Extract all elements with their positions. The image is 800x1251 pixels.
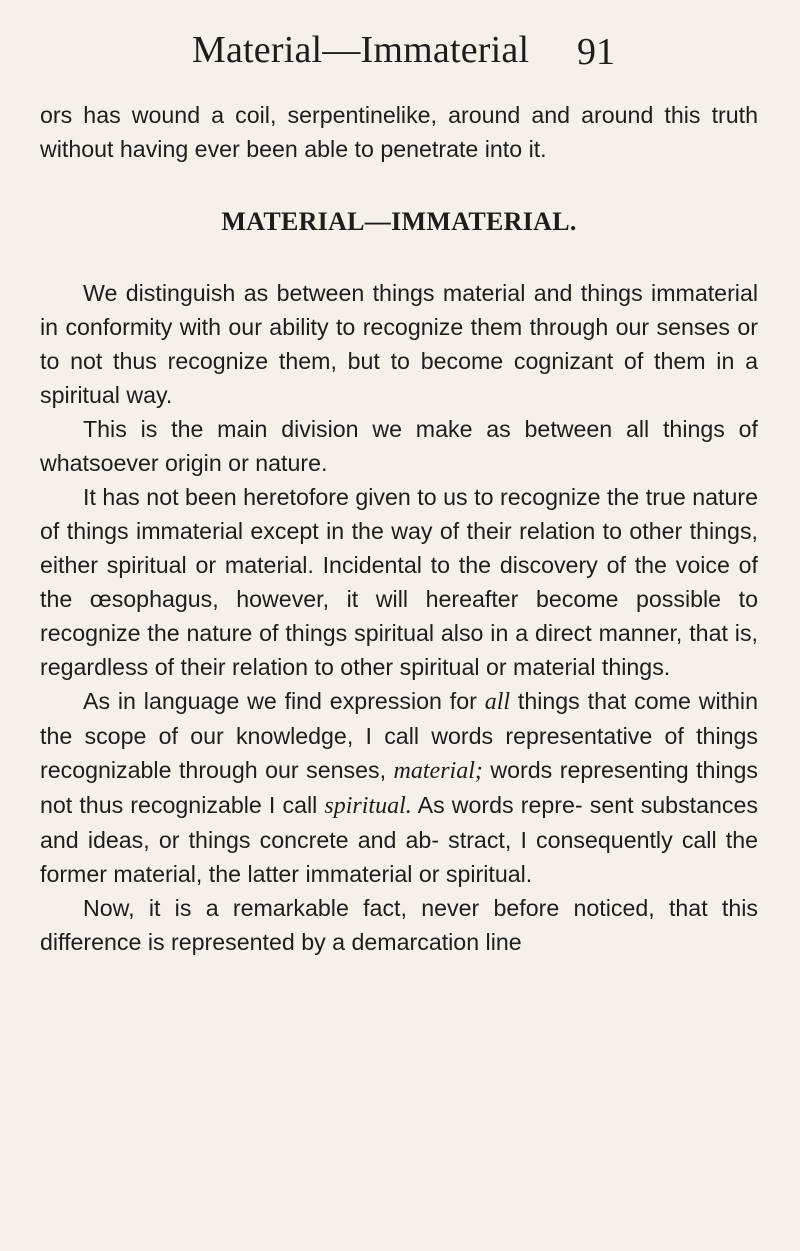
paragraph-4-text-2: things that come within the scope of our knowledge, I call words representative of things recognizable through our senses, (40, 688, 758, 783)
paragraph-4-text-1: As in language we find expression for (83, 688, 485, 714)
paragraph-4-text-3: words representing things not thus recognizable I call (40, 757, 758, 818)
continuation-paragraph: ors has wound a coil, serpentinelike, around and around this truth without having ever been able to penetrate into it. (40, 102, 758, 162)
emphasis-material: material; (393, 758, 483, 784)
paragraph-1: We distinguish as between things material and things immaterial in conformity with our ability to recognize them through our senses or to not thus recognize them, but to become cognizant of them in a spiritual way. (40, 280, 758, 408)
paragraph-5: Now, it is a remarkable fact, never before noticed, that this difference is represented by a demarcation line (40, 895, 758, 955)
paragraph-4 (40, 684, 758, 891)
emphasis-all: all (484, 689, 511, 715)
paragraph-2: This is the main division we make as between all things of whatsoever origin or nature. (40, 416, 758, 476)
body-text (40, 98, 758, 959)
emphasis-spiritual: spiritual. (324, 793, 412, 819)
paragraph-4-text-4: As words repre- sent substances and ideas, or things concrete and ab- stract, I consequently call the former material, the latter immaterial or spiritual. (40, 792, 758, 887)
page-number: 91 (577, 31, 615, 73)
running-title: Material—Immaterial (192, 29, 530, 71)
section-heading: MATERIAL—IMMATERIAL. (221, 207, 577, 236)
paragraph-3: It has not been heretofore given to us to recognize the true nature of things immaterial except in the way of their relation to other things, either spiritual or material. Incidental to the discovery of the voice of the œsophagus, however, it will hereafter become possible to recognize the nature of things spiritual also in a direct manner, that is, regardless of their relation to other spiritual or material things. (40, 484, 758, 680)
running-head (0, 28, 800, 78)
